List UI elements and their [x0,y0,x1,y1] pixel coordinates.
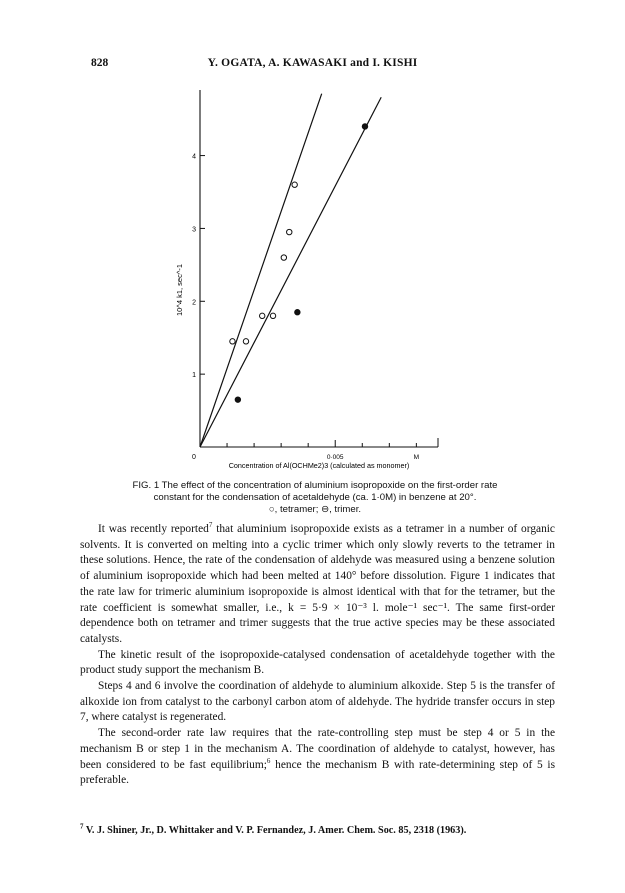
y-tick-label: 3 [192,226,196,234]
data-point-trimer [362,124,367,129]
paragraph-1 [80,522,555,648]
footnote [80,822,555,836]
paragraph-4-text-b: hence the mechanism B with rate-determining step of 5 is preferable. [80,758,555,787]
data-point-tetramer [287,229,292,234]
paragraph-2: The kinetic result of the isopropoxide-catalysed condensation of acetaldehyde together with the product study support the mechanism B. [80,648,555,677]
paragraph-1-text-a: It was recently reported [98,523,209,535]
footnote-text: V. J. Shiner, Jr., D. Whittaker and V. P. Fernandez, J. Amer. Chem. Soc. 85, 2318 (1963). [83,825,467,836]
x-unit-label: M [413,454,420,461]
running-head: Y. OGATA, A. KAWASAKI and I. KISHI [207,57,418,69]
data-points [230,124,368,403]
figure-caption-line-2: constant for the condensation of acetaldehyde (ca. 1·0M) in benzene at 20°. [153,492,477,503]
reference-mark-7: 7 [208,521,213,530]
data-point-tetramer [243,339,248,344]
data-point-trimer [235,397,240,402]
figure-caption-line-1: FIG. 1 The effect of the concentration of aluminium isopropoxide on the first-order rate [132,480,498,491]
page-number: 828 [91,57,109,69]
fit-line-trimer [200,97,381,447]
data-point-tetramer [230,339,235,344]
reference-mark-6: 6 [266,756,271,765]
chart-axes [200,90,438,447]
data-point-tetramer [270,313,275,318]
data-point-tetramer [260,313,265,318]
paragraph-3: Steps 4 and 6 involve the coordination of aldehyde to aluminium alkoxide. Step 5 is the transfer of alkoxide ion from catalyst to the carbonyl carbon atom of aldehyde. The hydride transfer occurs in step 7, where catalyst is regenerated. [80,680,555,724]
paragraph-1-text-b: that aluminium isopropoxide exists as a tetramer in a number of organic solvents. It is converted on melting into a cyclic trimer which only slowly reverts to the tetramer in these solutions. Hence, the rate of the condensation of aldehyde was measured using a benzene solution of aluminium isopropoxide which had been melted at 140° before dissolution. Figure 1 indicates that the rate law for trimeric aluminium isopropoxide is almost identical with that for the tetramer, but the rate coefficient is somewhat smaller, i.e., k = 5·9 × 10⁻³ l. mole⁻¹ sec⁻¹. The same first-order dependence both on tetramer and trimer suggests that the true active species may be these associated catalysts. [80,523,555,645]
x-tick-label-0: 0 [192,454,196,461]
paragraph-4-text-a: The second-order rate law requires that the rate-controlling step must be step 4 or 5 in the mechanism B or step 1 in the mechanism A. The coordination of aldehyde to catalyst, however, has been considered to be fast equilibrium; [80,727,555,771]
data-point-tetramer [281,255,286,260]
y-tick-label: 4 [192,153,196,161]
footnote-mark: 7 [80,822,84,831]
y-tick-label: 2 [192,299,196,307]
figure-caption-line-3: ○, tetramer; ⊖, trimer. [268,504,362,515]
x-tick-label-0005: 0·005 [326,454,344,461]
body-text [80,522,555,789]
data-point-trimer [295,310,300,315]
x-axis-title: Concentration of Al(OCHMe2)3 (calculated as monomer) [228,461,410,470]
y-axis-title: 10^4 k1, sec^-1 [175,263,184,317]
fit-line-tetramer [200,94,322,447]
paragraph-4 [80,726,555,789]
y-tick-label: 1 [192,372,196,380]
data-point-tetramer [292,182,297,187]
fit-lines [200,94,381,447]
